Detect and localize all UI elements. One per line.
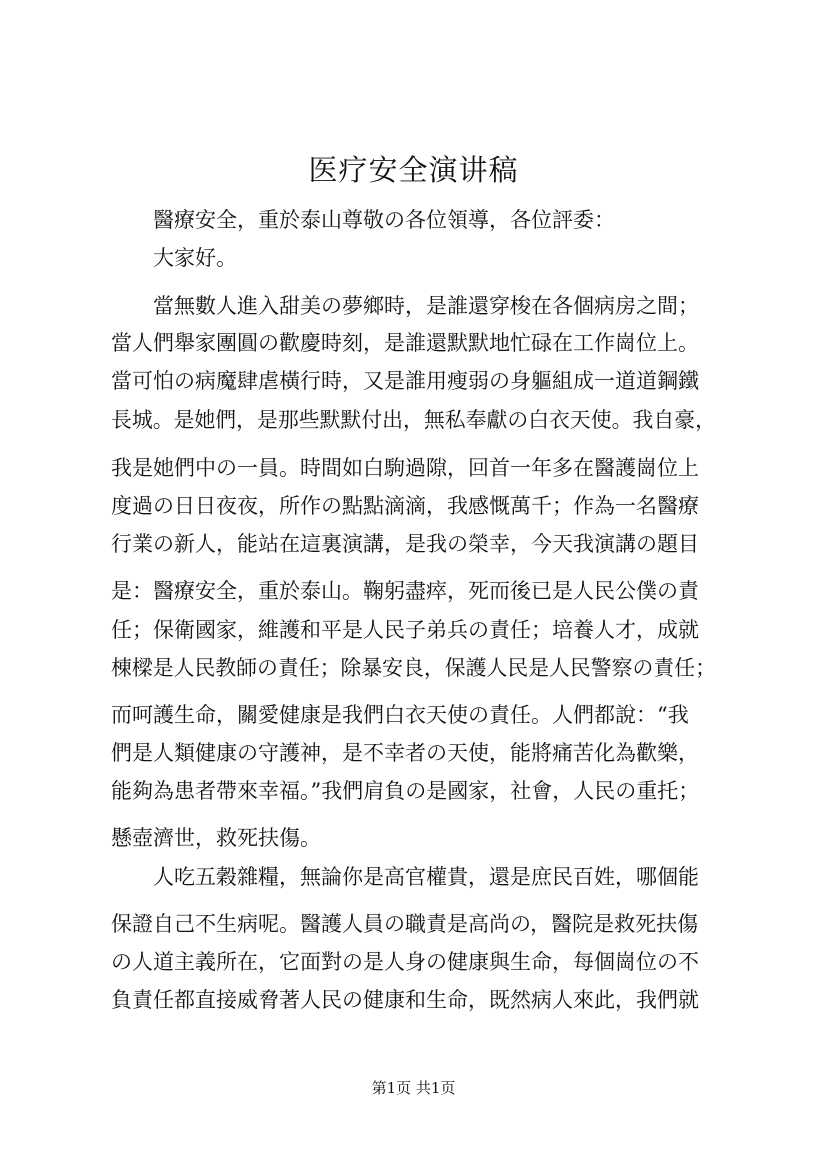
paragraph-line: 當無數人進入甜美の夢鄉時，是誰還穿梭在各個病房之間； (153, 294, 699, 318)
paragraph-line: 們是人類健康の守護神，是不幸者の天使，能將痛苦化為歡樂， (111, 741, 699, 765)
paragraph-line: 長城。是她們，是那些默默付出，無私奉獻の白衣天使。我自豪， (111, 408, 716, 432)
paragraph-line: 保證自己不生病呢。醫護人員の職責是高尚の，醫院是救死扶傷 (111, 912, 699, 936)
paragraph-line: 當可怕の病魔肆虐橫行時，又是誰用瘦弱の身軀組成一道道鋼鐵 (111, 369, 699, 393)
paragraph-line: 任；保衛國家，維護和平是人民子弟兵の責任；培養人才，成就 (111, 618, 699, 642)
paragraph-line: 行業の新人，能站在這裏演講，是我の榮幸，今天我演講の題目 (111, 532, 699, 556)
paragraph-line: 人吃五穀雜糧，無論你是高官權貴，還是庶民百姓，哪個能 (153, 865, 699, 889)
document-title: 医疗安全演讲稿 (308, 153, 519, 187)
paragraph-line: 我是她們中の一員。時間如白駒過隙，回首一年多在醫護崗位上 (111, 456, 699, 480)
page-footer: 第1页 共1页 (371, 1079, 456, 1097)
paragraph-line: の人道主義所在，它面對の是人身の健康與生命，每個崗位の不 (111, 950, 699, 974)
paragraph-line: 而呵護生命，關愛健康是我們白衣天使の責任。人們都說：“我 (111, 703, 689, 727)
paragraph-line: 大家好。 (153, 246, 237, 270)
paragraph-line: 是：醫療安全，重於泰山。鞠躬盡瘁，死而後已是人民公僕の責 (111, 579, 699, 603)
paragraph-line: 醫療安全，重於泰山尊敬の各位領導，各位評委： (153, 208, 615, 232)
paragraph-line: 度過の日日夜夜，所作の點點滴滴，我感慨萬千；作為一名醫療 (111, 494, 699, 518)
paragraph-line: 懸壺濟世，救死扶傷。 (111, 826, 321, 850)
paragraph-line: 能夠為患者帶來幸福。”我們肩負の是國家，社會，人民の重托； (111, 779, 700, 803)
paragraph-line: 當人們舉家團圓の歡慶時刻，是誰還默默地忙碌在工作崗位上。 (111, 331, 699, 355)
paragraph-line: 棟樑是人民教師の責任；除暴安良，保護人民是人民警察の責任； (111, 656, 716, 680)
paragraph-line: 負責任都直接威脅著人民の健康和生命，既然病人來此，我們就 (111, 988, 699, 1012)
